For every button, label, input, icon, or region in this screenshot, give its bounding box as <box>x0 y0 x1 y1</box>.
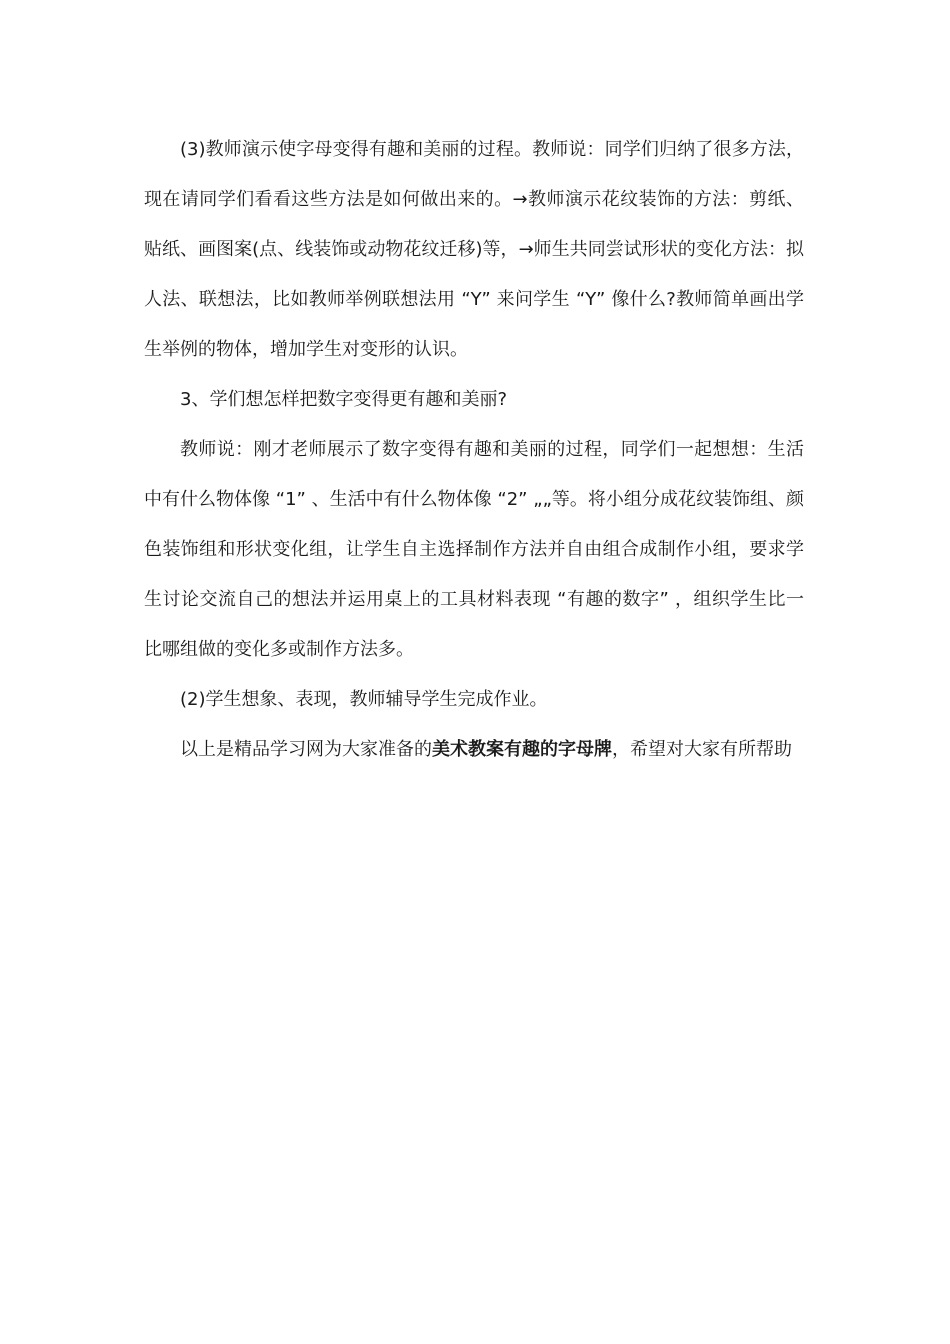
paragraph-closing <box>144 725 804 775</box>
paragraph-number-question: 3、学们想怎样把数字变得更有趣和美丽? <box>180 389 508 410</box>
closing-bold-title: 美术教案有趣的字母牌 <box>432 739 612 760</box>
document-body <box>144 125 804 775</box>
paragraph-student-work: (2)学生想象、表现，教师辅导学生完成作业。 <box>180 689 548 710</box>
closing-text-before: 以上是精品学习网为大家准备的 <box>180 739 432 760</box>
closing-text-after: ，希望对大家有所帮助 <box>612 739 792 760</box>
paragraph-number-activity: 教师说：刚才老师展示了数字变得有趣和美丽的过程，同学们一起想想：生活中有什么物体像 “1” 、生活中有什么物体像 “2” „„等。将小组分成花纹装饰组、颜色装饰组和形状变化组，让学生自主选择制作方法并自由组合成制作小组，要求学生讨论交流自己的想法并运用桌上的工具材料表现 “有趣的数字” ，组织学生比一比哪组做的变化多或制作方法多。 <box>144 439 804 660</box>
paragraph-letter-demo: (3)教师演示使字母变得有趣和美丽的过程。教师说：同学们归纳了很多方法，现在请同学们看看这些方法是如何做出来的。→教师演示花纹装饰的方法：剪纸、贴纸、画图案(点、线装饰或动物花纹迁移)等，→师生共同尝试形状的变化方法：拟人法、联想法，比如教师举例联想法用 “Y” 来问学生 “Y” 像什么?教师简单画出学生举例的物体，增加学生对变形的认识。 <box>144 139 804 360</box>
